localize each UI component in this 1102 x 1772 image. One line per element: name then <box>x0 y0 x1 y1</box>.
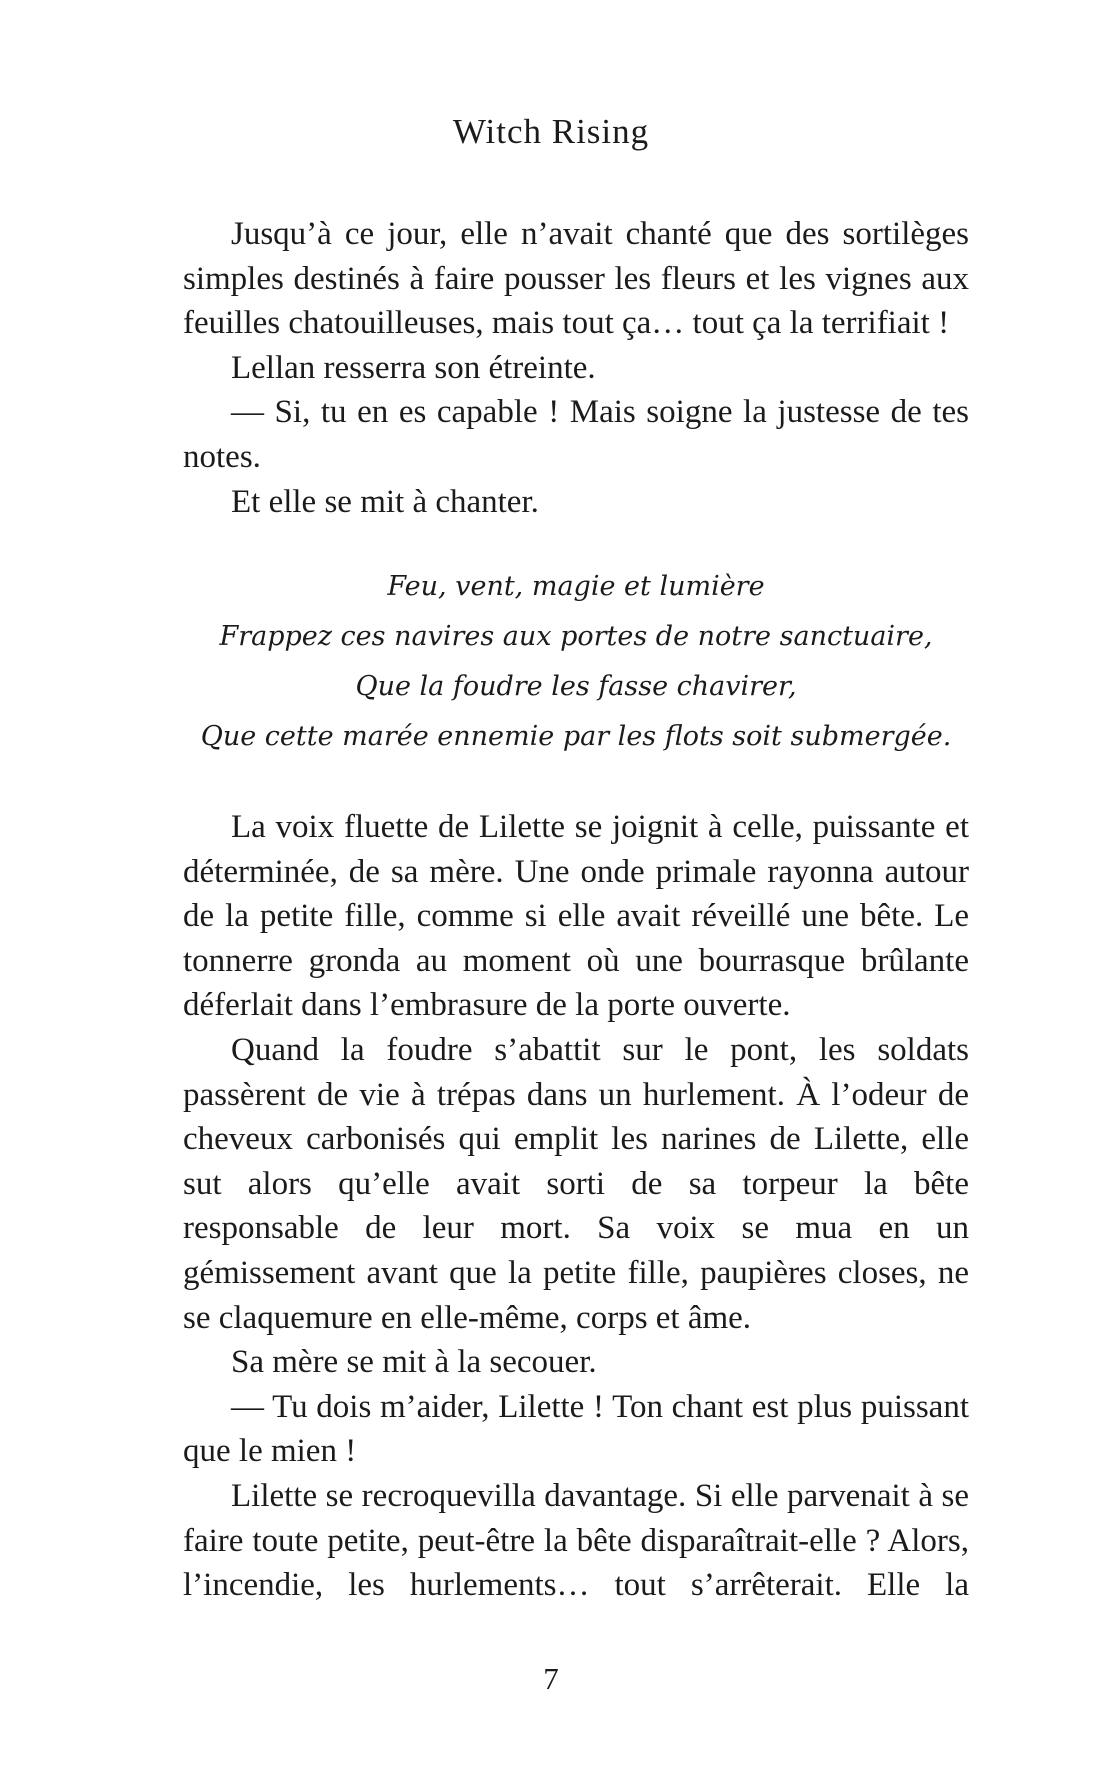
page-number: 7 <box>543 1661 559 1696</box>
body-text-bottom <box>183 805 969 1608</box>
paragraph: La voix fluette de Lilette se joignit à celle, puissante et déterminée, de sa mère. Une onde primale rayonna autour de la petite fille, comme si elle avait réveillé une bête. Le tonnerre gronda au moment où une bourrasque brûlante déferlait dans l’embrasure de la porte ouverte. <box>183 809 969 1024</box>
paragraph: Jusqu’à ce jour, elle n’avait chanté que des sortilèges simples destinés à faire pousser les fleurs et les vignes aux feuilles chatouilleuses, mais tout ça… tout ça la terrifiait ! <box>183 216 969 342</box>
verse-line: Frappez ces navires aux portes de notre sanctuaire, <box>219 621 933 652</box>
paragraph-continued: Lilette se recroquevilla davantage. Si elle parvenait à se faire toute petite, peut-être la bête disparaîtrait-elle ? Alors, l’incendie, les hurlements… tout s’arrêterait. Elle la <box>183 1477 969 1604</box>
paragraph: Quand la foudre s’abattit sur le pont, les soldats passèrent de vie à trépas dans un hurlement. À l’odeur de cheveux carbonisés qui emplit les narines de Lilette, elle sut alors qu’elle avait sorti de sa torpeur la bête responsable de leur mort. Sa voix se mua en un gémissement avant que la petite fille, paupières closes, ne se claquemure en elle-même, corps et âme. <box>183 1031 969 1336</box>
paragraph: — Tu dois m’aider, Lilette ! Ton chant est plus puissant que le mien ! <box>183 1388 969 1470</box>
verse-line: Que la foudre les fasse chavirer, <box>355 671 797 702</box>
body-text-top <box>183 212 969 524</box>
incantation-verse <box>183 562 969 762</box>
paragraph: Lellan resserra son étreinte. <box>231 349 596 386</box>
paragraph: Et elle se mit à chanter. <box>231 483 539 520</box>
verse-line: Feu, vent, magie et lumière <box>387 571 765 602</box>
paragraph: Sa mère se mit à la secouer. <box>231 1344 597 1381</box>
verse-line: Que cette marée ennemie par les flots soit submergée. <box>200 721 952 752</box>
paragraph: — Si, tu en es capable ! Mais soigne la justesse de tes notes. <box>183 394 969 475</box>
running-header-title: Witch Rising <box>452 112 650 151</box>
